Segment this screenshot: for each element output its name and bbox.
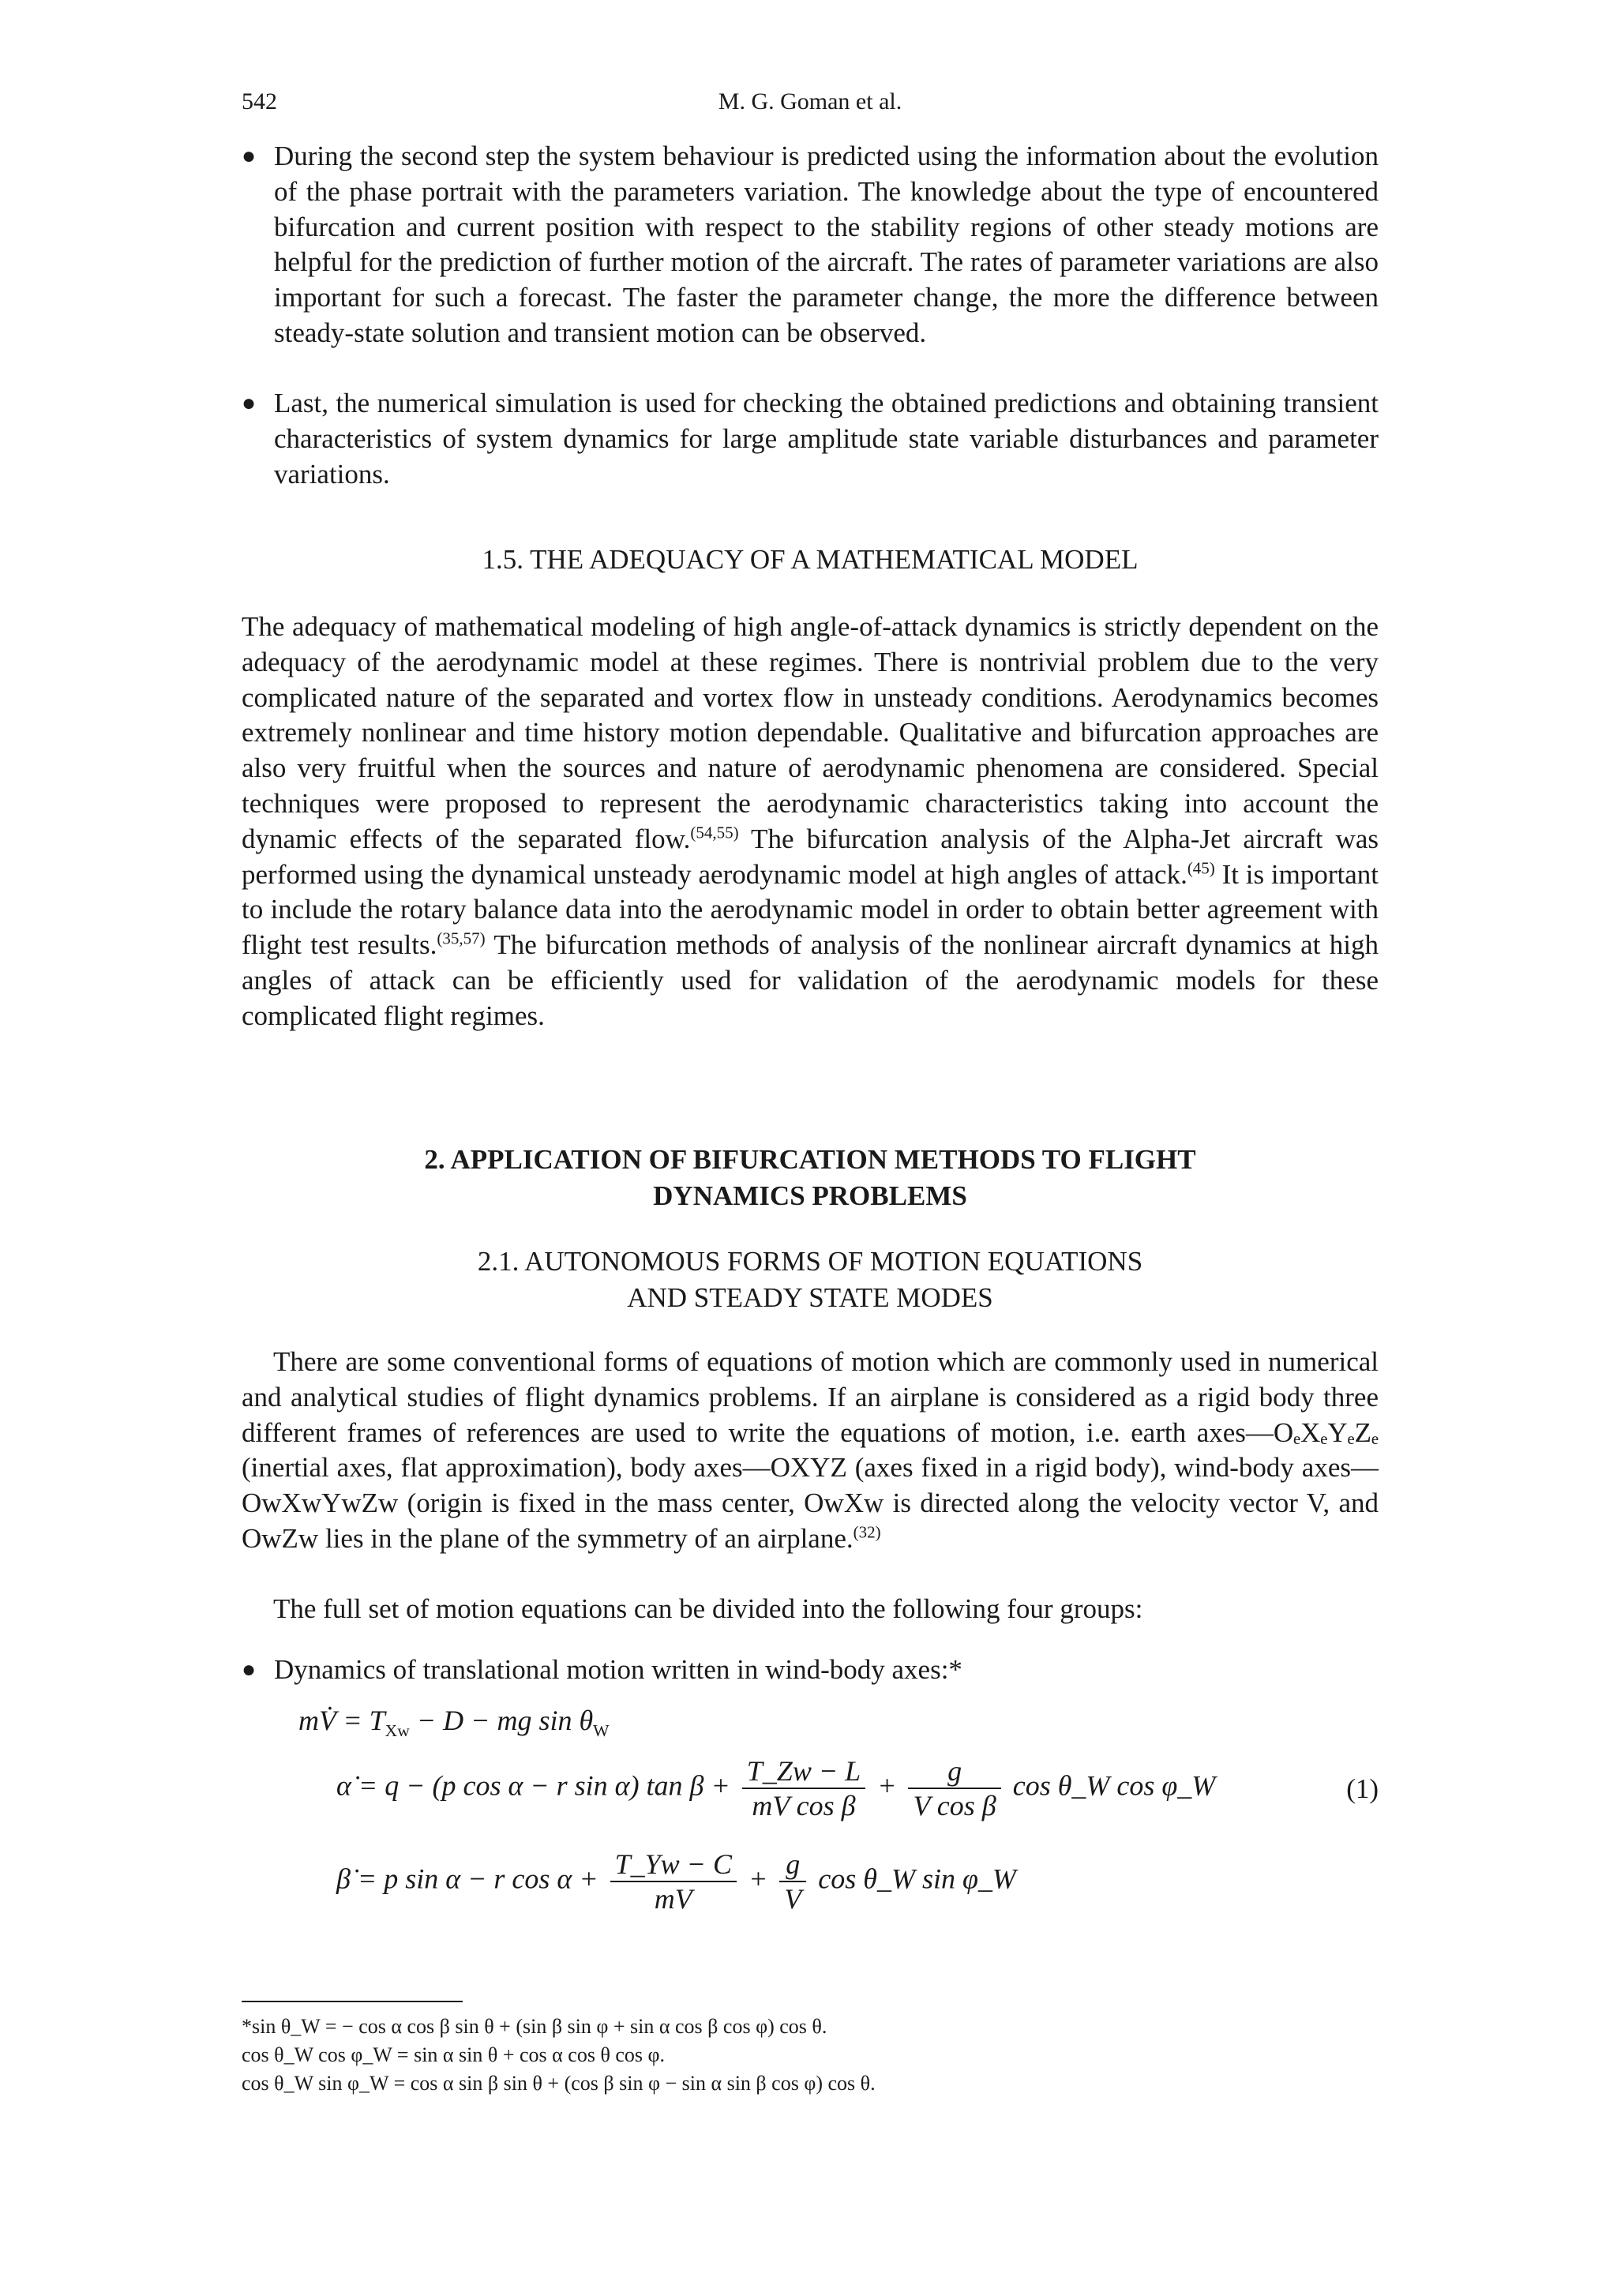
eq-part: cos θ_W sin φ_W: [818, 1863, 1016, 1895]
heading-line: 2. APPLICATION OF BIFURCATION METHODS TO FLIGHT: [424, 1144, 1196, 1175]
eq-numerator: T_Yw − C: [610, 1848, 737, 1882]
citation: (32): [853, 1522, 881, 1542]
para-text: The bifurcation analysis of the Alpha-Jet aircraft was performed using the dynamical unsteady aerodynamic model at high angles of attack.: [242, 823, 1379, 890]
citation: (54,55): [690, 823, 739, 842]
eq-part: α̇ = q − (p cos α − r sin α) tan β +: [336, 1769, 730, 1802]
eq-sub: W: [593, 1721, 610, 1741]
eq-part: − D − mg sin θ: [409, 1705, 594, 1736]
citation: (45): [1187, 857, 1215, 877]
equation-beta-dot: [336, 1848, 1016, 1915]
bullet-text: Dynamics of translational motion written in wind-body axes:*: [274, 1654, 962, 1685]
page: [242, 0, 1379, 2296]
footnote-line: cos θ_W cos φ_W = sin α sin θ + cos α cos θ cos φ.: [242, 2043, 666, 2066]
eq-fraction: [610, 1848, 737, 1915]
bullet-icon: ●: [242, 1656, 257, 1683]
equation-alpha-dot: [336, 1754, 1379, 1822]
eq-numerator: T_Zw − L: [742, 1754, 865, 1789]
para-text: The bifurcation methods of analysis of the nonlinear aircraft dynamics at high angles of attack can be efficiently used for validation of the aerodynamic models for these complicated flight regimes.: [242, 929, 1379, 1031]
footnote-line: *sin θ_W = − cos α cos β sin θ + (sin β sin φ + sin α cos β cos φ) cos θ.: [242, 2015, 827, 2038]
section-1-5-heading: 1.5. THE ADEQUACY OF A MATHEMATICAL MODEL: [482, 544, 1139, 575]
equation-velocity: [298, 1704, 610, 1741]
eq-fraction: [742, 1754, 865, 1822]
para-text: The adequacy of mathematical modeling of high angle-of-attack dynamics is strictly dependent on the adequacy of the aerodynamic model at these regimes. There is nontrivial problem due to the very complicated nature of the separated and vortex flow in unsteady conditions. Aerodynamics becomes extremely nonlinear and time history motion dependable. Qualitative and bifurcation approaches are also very fruitful when the sources and nature of aerodynamic phenomena are considered. Special techniques were proposed to represent the aerodynamic characteristics taking into account the dynamic effects of the separated flow.: [242, 611, 1379, 854]
eq-part: +: [748, 1863, 768, 1895]
bullet-icon: ●: [242, 143, 257, 169]
eq-denominator: V cos β: [913, 1790, 996, 1821]
eq-part: cos θ_W cos φ_W: [1012, 1769, 1216, 1802]
eq-part: β̇ = p sin α − r cos α +: [336, 1863, 598, 1895]
section-2-heading: [242, 1142, 1379, 1214]
eq-part: +: [877, 1769, 897, 1802]
citation: (35,57): [437, 929, 486, 948]
eq-part: mV̇ = T: [298, 1705, 385, 1736]
heading-line: AND STEADY STATE MODES: [627, 1282, 993, 1313]
para-text: It is important to include the rotary balance data into the aerodynamic model in order to obtain better agreement with flight test results.: [242, 858, 1379, 961]
section-2-1-paragraph-2: The full set of motion equations can be divided into the following four groups:: [273, 1593, 1143, 1624]
running-head: M. G. Goman et al.: [718, 88, 902, 114]
section-2-1-heading: [242, 1244, 1379, 1316]
heading-line: 2.1. AUTONOMOUS FORMS OF MOTION EQUATIONS: [477, 1246, 1143, 1277]
bullet-icon: ●: [242, 390, 257, 416]
eq-fraction: [908, 1754, 1000, 1822]
eq-sub: Xw: [385, 1721, 410, 1741]
section-2-1-paragraph: [242, 1345, 1379, 1557]
eq-fraction: [779, 1848, 806, 1915]
bullet-text: Last, the numerical simulation is used for checking the obtained predictions and obtaining transient characteristics of system dynamics for large amplitude state variable disturbances and parameter variations.: [274, 388, 1379, 490]
footnote-line: cos θ_W sin φ_W = cos α sin β sin θ + (cos β sin φ − sin α sin β cos φ) cos θ.: [242, 2072, 876, 2095]
eq-denominator: mV: [654, 1883, 692, 1915]
para-text: There are some conventional forms of equations of motion which are commonly used in numerical and analytical studies of flight dynamics problems. If an airplane is considered as a rigid body three different frames of references are used to write the equations of motion, i.e. earth axes—OₑXₑYₑZₑ (inertial axes, flat approximation), body axes—OXYZ (axes fixed in a rigid body), wind-body axes—OᴡXᴡYᴡZᴡ (origin is fixed in the mass center, OᴡXᴡ is directed along the velocity vector V, and OᴡZᴡ lies in the plane of the symmetry of an airplane.: [242, 1346, 1379, 1554]
eq-denominator: V: [784, 1883, 802, 1915]
heading-line: DYNAMICS PROBLEMS: [653, 1180, 967, 1211]
bullet-text: During the second step the system behaviour is predicted using the information about the evolution of the phase portrait with the parameters variation. The knowledge about the type of encountered bifurcation and current position with respect to the stability regions of other steady motions are helpful for the prediction of further motion of the aircraft. The rates of parameter variations are also important for such a forecast. The faster the parameter change, the more the difference between steady-state solution and transient motion can be observed.: [274, 141, 1379, 348]
eq-numerator: g: [908, 1754, 1000, 1789]
eq-denominator: mV cos β: [752, 1790, 856, 1821]
section-1-5-paragraph: [242, 610, 1379, 1034]
footnote-rule: [242, 2001, 463, 2002]
page-number: 542: [242, 88, 277, 114]
eq-numerator: g: [779, 1848, 806, 1882]
equation-number: (1): [1346, 1773, 1379, 1804]
